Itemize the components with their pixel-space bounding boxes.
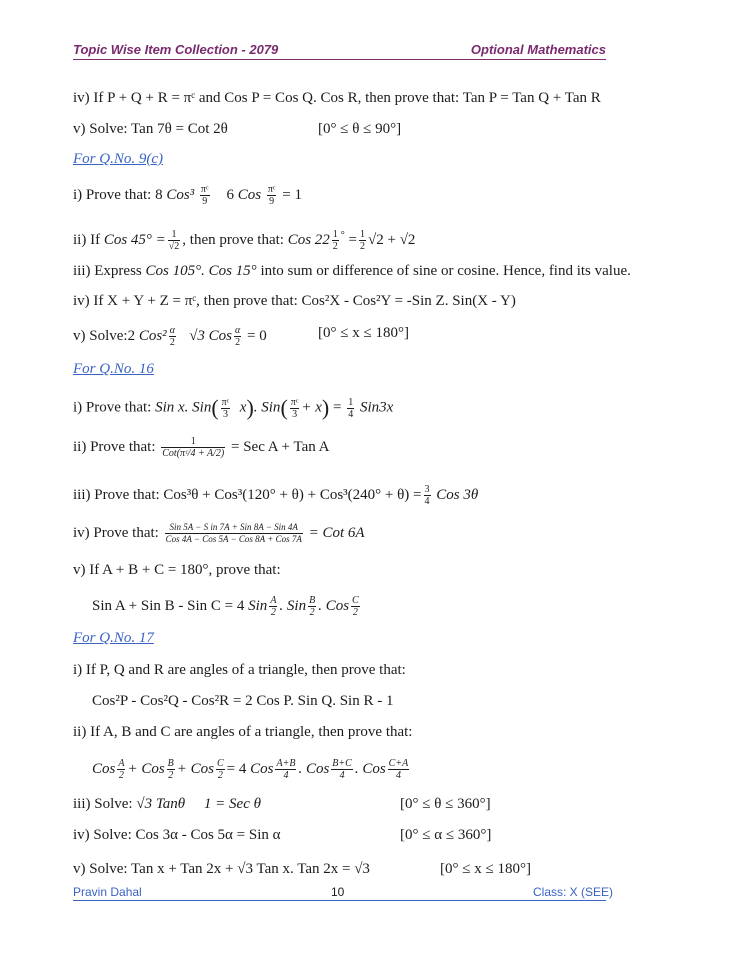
denominator: 2 bbox=[309, 607, 315, 618]
range-v-17: [0° ≤ x ≤ 180°] bbox=[440, 861, 531, 877]
line-iii-16 bbox=[73, 484, 478, 507]
text: . Cos bbox=[298, 760, 330, 777]
numerator: Sin 5A − S in 7A + Sin 8A − Sin 4A bbox=[165, 522, 303, 534]
denominator: 2 bbox=[235, 337, 241, 348]
text: . Cos bbox=[354, 760, 386, 777]
denominator: 4 bbox=[283, 770, 289, 781]
text: Cos 105°. Cos 15° bbox=[145, 263, 257, 279]
fraction bbox=[267, 184, 277, 207]
text: Sin A + Sin B - Sin C = 4 bbox=[92, 597, 245, 614]
numerator: B bbox=[167, 758, 174, 769]
fraction bbox=[275, 758, 296, 781]
fraction bbox=[216, 758, 225, 781]
line-ii-17-eq bbox=[92, 758, 411, 781]
denominator: 2 bbox=[360, 241, 365, 252]
range-iv-17: [0° ≤ α ≤ 360°] bbox=[400, 827, 492, 843]
denominator: 2 bbox=[332, 241, 338, 252]
numerator: B+C bbox=[332, 758, 352, 769]
paren: ) bbox=[321, 395, 330, 420]
fraction bbox=[308, 595, 316, 618]
fraction bbox=[168, 229, 181, 252]
line-iii-9c bbox=[73, 263, 631, 280]
paren: ( bbox=[211, 395, 219, 420]
section-16: For Q.No. 16 bbox=[73, 361, 154, 377]
text: + Cos bbox=[127, 760, 165, 777]
range-v-9b: [0° ≤ θ ≤ 90°] bbox=[318, 121, 402, 137]
header-divider bbox=[73, 59, 606, 60]
line-i-17-eq: Cos²P - Cos²Q - Cos²R = 2 Cos P. Sin Q. Sin R - 1 bbox=[92, 693, 394, 709]
text: √3 Tanθ bbox=[136, 796, 186, 812]
text: Cos bbox=[237, 186, 262, 203]
fraction bbox=[117, 758, 125, 781]
text: Sin bbox=[248, 597, 268, 614]
text: i) Prove that: bbox=[73, 399, 152, 416]
footer-page-number: 10 bbox=[331, 885, 345, 899]
fraction bbox=[388, 758, 410, 781]
text: Cos bbox=[208, 327, 233, 344]
text: iii) Solve: bbox=[73, 796, 133, 812]
fraction bbox=[165, 522, 303, 545]
line-i-16 bbox=[73, 395, 393, 421]
fraction bbox=[424, 484, 431, 507]
paren: ( bbox=[280, 395, 288, 420]
numerator: πᶜ bbox=[267, 184, 276, 195]
line-i-17: i) If P, Q and R are angles of a triangle, then prove that: bbox=[73, 662, 406, 678]
numerator: πᶜ bbox=[290, 396, 299, 408]
footer-author: Pravin Dahal bbox=[73, 885, 142, 899]
text: 1 = Sec θ bbox=[203, 796, 261, 812]
denominator: 2 bbox=[352, 607, 358, 618]
range-v-9c: [0° ≤ x ≤ 180°] bbox=[318, 325, 409, 341]
numerator: 1 bbox=[348, 396, 354, 408]
section-17: For Q.No. 17 bbox=[73, 630, 154, 646]
numerator: 1 bbox=[360, 229, 365, 240]
fraction bbox=[167, 758, 175, 781]
line-iv-9b: iv) If P + Q + R = πᶜ and Cos P = Cos Q. Cos R, then prove that: Tan P = Tan Q + Tan R bbox=[73, 90, 601, 106]
numerator: A bbox=[118, 758, 125, 769]
denominator: 9 bbox=[202, 196, 208, 207]
numerator: α bbox=[169, 325, 175, 336]
fraction bbox=[269, 595, 277, 618]
paren: ) bbox=[246, 395, 254, 420]
fraction bbox=[332, 229, 339, 252]
numerator: πᶜ bbox=[221, 396, 230, 408]
line-ii-9c bbox=[73, 229, 415, 252]
text: Sin x. Sin bbox=[155, 399, 212, 416]
denominator: 9 bbox=[269, 196, 275, 207]
denominator: Cos 4A − Cos 5A − Cos 8A + Cos 7A bbox=[165, 534, 302, 544]
denominator: 2 bbox=[118, 770, 124, 781]
text: iv) Prove that: bbox=[73, 524, 159, 541]
text: = bbox=[348, 231, 357, 248]
text: Sin3x bbox=[359, 399, 394, 416]
denominator: 2 bbox=[217, 770, 223, 781]
text: √3 bbox=[189, 327, 205, 344]
text: Cos 22 bbox=[287, 231, 330, 248]
text: Cos³ bbox=[166, 186, 195, 203]
numerator: 3 bbox=[424, 484, 430, 495]
fraction bbox=[347, 397, 354, 420]
text: x bbox=[239, 399, 247, 416]
numerator: C+A bbox=[388, 758, 409, 769]
fraction bbox=[351, 595, 360, 618]
numerator: A+B bbox=[276, 758, 296, 769]
fraction bbox=[221, 397, 231, 420]
text: Cos bbox=[92, 760, 116, 777]
line-iv-9c: iv) If X + Y + Z = πᶜ, then prove that: Cos²X - Cos²Y = -Sin Z. Sin(X - Y) bbox=[73, 293, 516, 309]
denominator: 3 bbox=[222, 408, 228, 420]
line-v-9b: v) Solve: Tan 7θ = Cot 2θ bbox=[73, 121, 228, 137]
numerator: 1 bbox=[161, 436, 225, 448]
fraction bbox=[169, 325, 176, 348]
text: = Sec A + Tan A bbox=[230, 438, 330, 455]
text: Cos² bbox=[138, 327, 167, 344]
line-v-9c bbox=[73, 325, 267, 348]
text: . Sin bbox=[253, 399, 281, 416]
numerator: B bbox=[309, 595, 316, 606]
fraction bbox=[331, 758, 353, 781]
text: . Sin bbox=[279, 597, 307, 614]
numerator: α bbox=[235, 325, 241, 336]
range-iii-17: [0° ≤ θ ≤ 360°] bbox=[400, 796, 491, 812]
line-v-16-eq bbox=[92, 595, 362, 618]
numerator: 1 bbox=[168, 229, 181, 241]
footer-class: Class: X (SEE) bbox=[533, 885, 614, 899]
numerator: C bbox=[217, 758, 224, 769]
denominator: 2 bbox=[270, 607, 276, 618]
text: into sum or difference of sine or cosine. Hence, find its value. bbox=[260, 263, 631, 279]
line-iv-17: iv) Solve: Cos 3α - Cos 5α = Sin α bbox=[73, 827, 281, 843]
text: + Cos bbox=[176, 760, 214, 777]
header-left: Topic Wise Item Collection - 2079 bbox=[73, 42, 279, 57]
text: + x bbox=[301, 399, 322, 416]
numerator: C bbox=[352, 595, 359, 606]
text: = 1 bbox=[282, 186, 302, 203]
denominator: 4 bbox=[339, 770, 345, 781]
text: Cos 3θ bbox=[436, 486, 479, 503]
numerator: πᶜ bbox=[200, 184, 209, 195]
denominator: 3 bbox=[292, 408, 298, 420]
fraction bbox=[234, 325, 241, 348]
degree: ° bbox=[340, 229, 345, 241]
line-v-17: v) Solve: Tan x + Tan 2x + √3 Tan x. Tan 2x = √3 bbox=[73, 861, 370, 877]
text: v) Solve:2 bbox=[73, 327, 136, 344]
text: ii) If bbox=[73, 231, 101, 248]
line-i-9c bbox=[73, 184, 302, 207]
text: = bbox=[332, 399, 342, 416]
fraction bbox=[161, 436, 225, 459]
denominator: 2 bbox=[168, 770, 174, 781]
numerator: 1 bbox=[332, 229, 338, 240]
numerator: A bbox=[270, 595, 277, 606]
denominator: 4 bbox=[424, 496, 430, 507]
denominator: √2 bbox=[168, 241, 180, 252]
text: Cos 45° = bbox=[103, 231, 166, 248]
text: Cos bbox=[250, 760, 274, 777]
denominator: 4 bbox=[348, 408, 354, 420]
denominator: Cot(πᶜ/4 + A/2) bbox=[162, 448, 225, 459]
section-9c: For Q.No. 9(c) bbox=[73, 151, 163, 167]
footer-divider bbox=[73, 900, 606, 901]
text: , then prove that: bbox=[182, 231, 284, 248]
line-ii-17: ii) If A, B and C are angles of a triangle, then prove that: bbox=[73, 724, 413, 740]
text: 6 bbox=[226, 186, 235, 203]
fraction bbox=[200, 184, 210, 207]
text: = 0 bbox=[247, 327, 267, 344]
fraction bbox=[359, 229, 366, 252]
text: iii) Prove that: Cos³θ + Cos³(120° + θ) + Cos³(240° + θ) = bbox=[73, 486, 422, 503]
line-iv-16 bbox=[73, 522, 365, 545]
text: ii) Prove that: bbox=[73, 438, 156, 455]
line-v-16: v) If A + B + C = 180°, prove that: bbox=[73, 562, 281, 578]
denominator: 4 bbox=[395, 770, 401, 781]
text: . Cos bbox=[318, 597, 350, 614]
header-right: Optional Mathematics bbox=[470, 42, 606, 57]
text: = 4 bbox=[226, 760, 247, 777]
text: √2 + √2 bbox=[368, 231, 416, 248]
text: i) Prove that: 8 bbox=[73, 186, 163, 203]
fraction bbox=[290, 397, 300, 420]
text: = Cot 6A bbox=[308, 524, 365, 541]
denominator: 2 bbox=[169, 337, 175, 348]
line-ii-16 bbox=[73, 436, 330, 459]
line-iii-17 bbox=[73, 796, 261, 813]
text: iii) Express bbox=[73, 263, 142, 279]
